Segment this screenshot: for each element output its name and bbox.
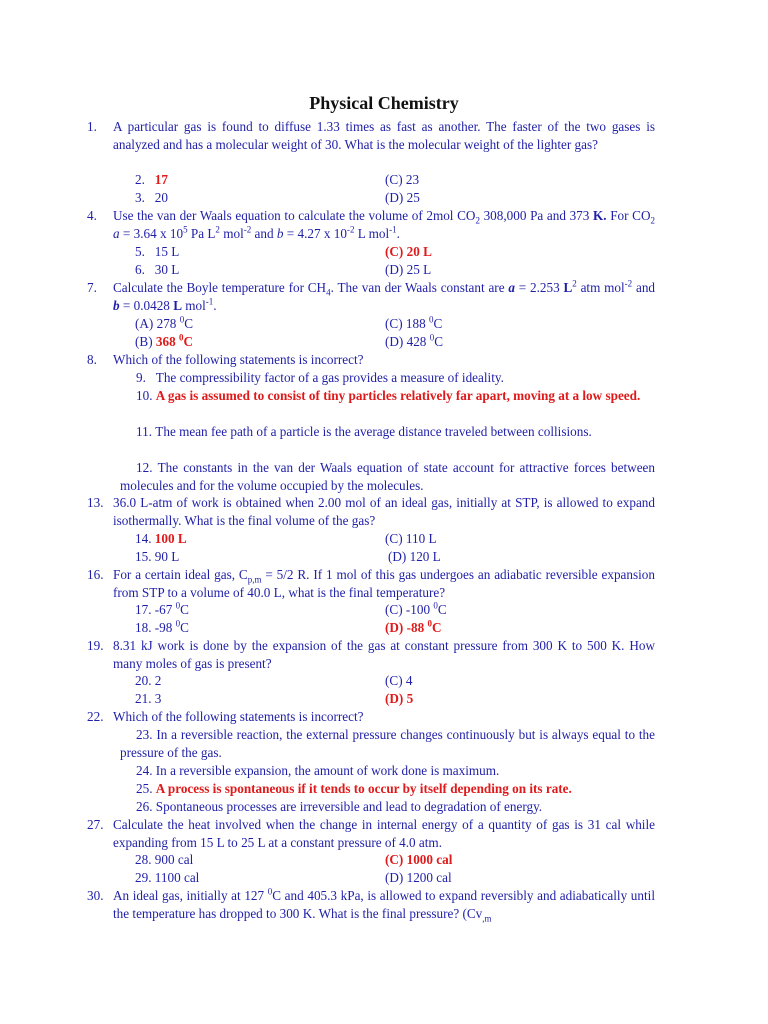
question-16: 16. For a certain ideal gas, $C_{p,m} = 5/2$ R. If 1 mol of this gas undergoes an adiabatic reversible expansion from STP to a volume of 40.0 L, what is the final temperature? bbox=[87, 567, 655, 600]
options-row: 17. -67 $^0$C (C) -100 $^0$C bbox=[135, 600, 447, 617]
statement: 11. The mean fee path of a particle is the average distance traveled between collisions. bbox=[136, 424, 592, 439]
correct-answer: (C) 1000 cal bbox=[385, 852, 453, 867]
correct-answer: 368 $^0$C bbox=[155, 332, 193, 349]
statement: 23. In a reversible reaction, the external pressure changes continuously but is always equal to the pressure of the gas. bbox=[120, 727, 655, 760]
correct-answer: A process is spontaneous if it tends to occur by itself depending on its rate. bbox=[155, 781, 572, 796]
question-30: 30. An ideal gas, initially at 127 $^0$C and 405.3 kPa, is allowed to expand reversibly and adiabatically until the temperature has dropped to 300 K. What is the final pressure? ($Cv_{,m}$ bbox=[87, 886, 655, 924]
question-text: A particular gas is found to diffuse 1.33 times as fast as another. The faster of the two gases is analyzed and has a molecular weight of 30. What is the molecular weight of the lighter gas? bbox=[113, 119, 655, 152]
correct-answer: 100 L bbox=[154, 531, 187, 546]
options-row: 20. 2 (C) 4 bbox=[135, 673, 413, 688]
statement: 9. The compressibility factor of a gas provides a measure of ideality. bbox=[136, 370, 504, 385]
options-row: 18. -98 $^0$C (D) -88 $^0$C bbox=[135, 618, 442, 635]
correct-answer: (D) 5 bbox=[385, 691, 414, 706]
options-row: (A) 278 $^0$C (C) 188 $^0$C bbox=[135, 314, 443, 331]
question-7: 7. Calculate the Boyle temperature for $CH_4$. The van der Waals constant are a = 2.253 $L^2$ atm mol$^{-2}$ and b = 0.0428 L mol$^{-1}$. bbox=[87, 278, 656, 313]
page-title: Physical Chemistry bbox=[309, 93, 459, 113]
statement: 25. A process is spontaneous if it tends to occur by itself depending on its rate. bbox=[136, 781, 572, 796]
correct-answer: (C) 20 L bbox=[385, 244, 432, 259]
statement: 12. The constants in the van der Waals equation of state account for attractive forces between molecules and for the volume occupied by the molecules. bbox=[120, 460, 655, 493]
statement: 24. In a reversible expansion, the amount of work done is maximum. bbox=[136, 763, 500, 778]
question-1 bbox=[87, 118, 655, 154]
options-row: 21. 3 (D) 5 bbox=[135, 691, 414, 706]
statement: 10. A gas is assumed to consist of tiny particles relatively far apart, moving at a low speed. bbox=[136, 388, 641, 403]
question-27: 27. Calculate the heat involved when the change in internal energy of a quantity of gas is 31 cal while expanding from 15 L to 25 L at a constant pressure of 4.0 atm. bbox=[87, 817, 655, 850]
options-row: 5. 15 L (C) 20 L bbox=[135, 244, 432, 259]
option: (D) 25 bbox=[385, 190, 420, 205]
question-13: 13. 36.0 L-atm of work is obtained when 2.00 mol of an ideal gas, initially at STP, is allowed to expand isothermally. What is the final volume of the gas? bbox=[87, 495, 655, 528]
option: (C) 23 bbox=[385, 172, 420, 187]
correct-answer: (D) -88 $^0$C bbox=[385, 618, 442, 635]
question-19: 19. 8.31 kJ work is done by the expansion of the gas at constant pressure from 300 K to 500 K. How many moles of gas is present? bbox=[87, 638, 655, 671]
statement: 26. Spontaneous processes are irreversible and lead to degradation of energy. bbox=[136, 799, 543, 814]
options-row: 6. 30 L (D) 25 L bbox=[135, 262, 432, 277]
options-row: 28. 900 cal (C) 1000 cal bbox=[135, 852, 453, 867]
options-row: (B) 368 $^0$C (D) 428 $^0$C bbox=[135, 332, 443, 349]
options-row: 2. 17 (C) 23 bbox=[135, 172, 420, 187]
question-8: 8. Which of the following statements is incorrect? bbox=[87, 352, 364, 367]
question-4: 4. Use the van der Waals equation to calculate the volume of 2mol $CO_2$ 308,000 Pa and 373 K. For $CO_2$ a = 3.64 x $10^5$ Pa $L^2$ mol$^{-2}$ and b = 4.27 x $10^{-2}$ L mol$^{-1}$. bbox=[87, 208, 655, 241]
correct-answer: A gas is assumed to consist of tiny particles relatively far apart, moving at a low speed. bbox=[155, 388, 641, 403]
options-row: 29. 1100 cal (D) 1200 cal bbox=[135, 870, 452, 885]
question-number: 1. bbox=[87, 119, 97, 134]
options-row: 3. 20 (D) 25 bbox=[135, 190, 420, 205]
correct-answer: 17 bbox=[154, 172, 168, 187]
question-22: 22. Which of the following statements is incorrect? bbox=[87, 709, 364, 724]
options-row: 15. 90 L (D) 120 L bbox=[135, 549, 441, 564]
options-row: 14. 100 L (C) 110 L bbox=[135, 531, 437, 546]
